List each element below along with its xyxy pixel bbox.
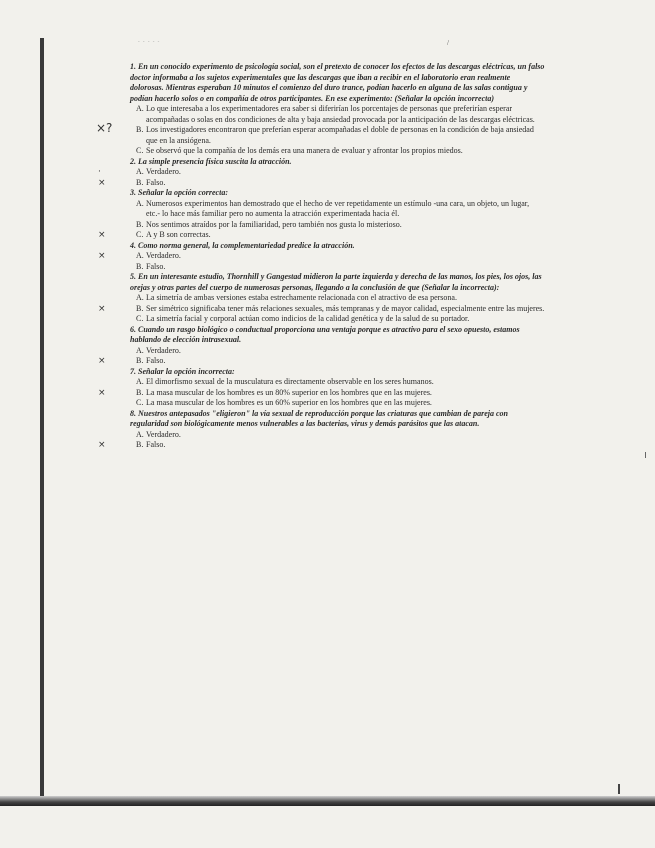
option-text: A y B son correctas. (146, 230, 211, 239)
question-text: 4. Como norma general, la complementariedad predice la atracción. (130, 240, 355, 250)
option-text: El dimorfismo sexual de la musculatura es directamente observable en los seres humanos. (146, 377, 434, 386)
answer-option[interactable] (130, 430, 545, 441)
handwritten-mark: ×? (96, 121, 113, 135)
option-text: Falso. (146, 356, 166, 365)
answer-option[interactable]: × B. Ser simétrico significaba tener más relaciones sexuales, más tempranas y de mayor calidad, especialmente entre las mujeres. (98, 303, 545, 314)
answer-option[interactable] (130, 314, 545, 325)
option-text: Verdadero. (146, 251, 181, 260)
option-text: Ser simétrico significaba tener más relaciones sexuales, más tempranas y de mayor calidad, especialmente entre las mujeres. (146, 303, 545, 313)
answer-option[interactable]: × B. Falso. (98, 440, 166, 450)
question-block (96, 62, 545, 157)
option-text: Verdadero. (146, 345, 181, 355)
answer-option[interactable] (130, 346, 545, 357)
page-bottom-shadow (0, 796, 655, 806)
question-text: 5. En un interesante estudio, Thornhill y Gangestad midieron la parte izquierda y derecha de las manos, los pies, los ojos, las orejas y otras partes del cuerpo de numerosas personas, llegando a la conclusión de que (Señalar la incorrecta): (130, 272, 542, 292)
option-letter: B. (136, 177, 144, 187)
answer-option[interactable]: × B. La masa muscular de los hombres es un 80% superior en los hombres que en las mujeres. (98, 387, 432, 398)
answer-option[interactable]: × A. Verdadero. (98, 251, 181, 261)
option-letter: A. (136, 167, 144, 176)
option-text: Nos sentimos atraídos por la familiaridad, pero también nos gusta lo misterioso. (146, 219, 402, 229)
question-block (98, 272, 545, 325)
option-letter: B. (136, 219, 144, 229)
option-letter: C. (136, 230, 144, 239)
option-text: Se observó que la compañía de los demás era una manera de evaluar y afrontar los propios miedos. (146, 146, 463, 155)
answer-option[interactable] (96, 121, 545, 146)
option-text: Los investigadores encontraron que preferían esperar acompañadas el doble de personas en la condición de baja ansiedad que en la ansiógena. (146, 125, 534, 145)
option-letter: C. (136, 314, 144, 323)
question-text: 7. Señalar la opción incorrecta: (130, 366, 235, 376)
option-letter: A. (136, 429, 144, 439)
question-block (98, 366, 545, 409)
question-text: 6. Cuando un rasgo biológico o conductual proporciona una ventaja porque es atractivo para el sexo opuesto, estamos hablando de elección intrasexual. (130, 324, 520, 344)
option-text: Falso. (146, 177, 166, 187)
question-text: 8. Nuestros antepasados "eligieron" la vía sexual de reproducción porque las criaturas que cambian de pareja con regularidad son biológicamente menos vulnerables a las bacterias, virus y demás parásitos que las atacan. (130, 408, 509, 428)
question-block (98, 324, 545, 367)
answer-option[interactable]: × B. Falso. (98, 177, 166, 188)
question-block (98, 156, 545, 189)
option-text: La masa muscular de los hombres es un 80% superior en los hombres que en las mujeres. (146, 387, 432, 397)
option-text: La simetría facial y corporal actúan como indicios de la calidad genética y de la salud de su portador. (146, 314, 470, 323)
margin-speck (645, 452, 646, 458)
answer-option[interactable]: × C. A y B son correctas. (98, 230, 211, 240)
question-block (98, 408, 545, 451)
option-letter: B. (136, 125, 144, 134)
option-text: Lo que interesaba a los experimentadores era saber si diferirían los porcentajes de personas que preferirían esperar acompañadas o solas en dos condiciones de alta y baja ansiedad provocada por la anticipación de las descargas eléctricas. (146, 104, 535, 124)
option-letter: C. (136, 146, 144, 155)
question-block (98, 188, 545, 241)
question-text: 2. La simple presencia física suscita la atracción. (130, 156, 292, 166)
corner-mark: / (447, 39, 449, 47)
option-letter: B. (136, 303, 144, 313)
option-letter: B. (136, 440, 144, 449)
question-block (98, 240, 545, 273)
option-text: Verdadero. (146, 429, 181, 439)
answer-option[interactable] (130, 293, 545, 304)
option-letter: C. (136, 398, 144, 407)
option-letter: A. (136, 377, 144, 386)
option-text: Falso. (146, 440, 166, 449)
answer-option[interactable]: × B. Falso. (98, 356, 166, 366)
answer-option[interactable] (130, 377, 545, 388)
option-letter: A. (136, 251, 144, 260)
answer-option[interactable]: · A. Verdadero. (98, 167, 181, 177)
answer-option[interactable] (130, 398, 545, 409)
answer-option[interactable] (130, 262, 545, 273)
option-text: La simetría de ambas versiones estaba estrechamente relacionada con el atractivo de esa persona. (146, 293, 457, 302)
option-letter: A. (136, 345, 144, 355)
quiz-content (96, 62, 545, 451)
option-text: Verdadero. (146, 167, 181, 176)
answer-option[interactable] (130, 146, 545, 157)
option-text: Falso. (146, 261, 166, 271)
option-text: La masa muscular de los hombres es un 60% superior en los hombres que en las mujeres. (146, 398, 432, 407)
question-text: 3. Señalar la opción correcta: (130, 188, 228, 197)
header-smudge: - - - - - (138, 40, 161, 45)
margin-speck (618, 784, 620, 794)
answer-option[interactable] (130, 104, 545, 125)
option-letter: B. (136, 387, 144, 397)
option-letter: B. (136, 356, 144, 365)
option-letter: A. (136, 293, 144, 302)
option-letter: B. (136, 261, 144, 271)
option-letter: A. (136, 104, 144, 113)
question-text: 1. En un conocido experimento de psicología social, son el pretexto de conocer los efectos de las descargas eléctricas, un falso doctor informaba a los sujetos experimentales que las descargas que iban a recibir en el laboratorio eran realmente dolorosas. Mientras esperaban 10 minutos el comienzo del duro trance, podían hacerlo en alguna de las salas contigua y podían hacerlo solos o en compañía de otros participantes. En ese experimento: (Señalar la opción incorrecta) (130, 62, 545, 103)
option-letter: A. (136, 198, 144, 208)
page-binding-edge (40, 38, 44, 806)
option-text: Numerosos experimentos han demostrado que el hecho de ver repetidamente un estímulo -una cara, un objeto, un lugar, etc.- lo hace más familiar pero no aumenta la atracción experimentada hacia él. (146, 198, 530, 218)
answer-option[interactable] (130, 220, 545, 231)
answer-option[interactable] (130, 199, 545, 220)
